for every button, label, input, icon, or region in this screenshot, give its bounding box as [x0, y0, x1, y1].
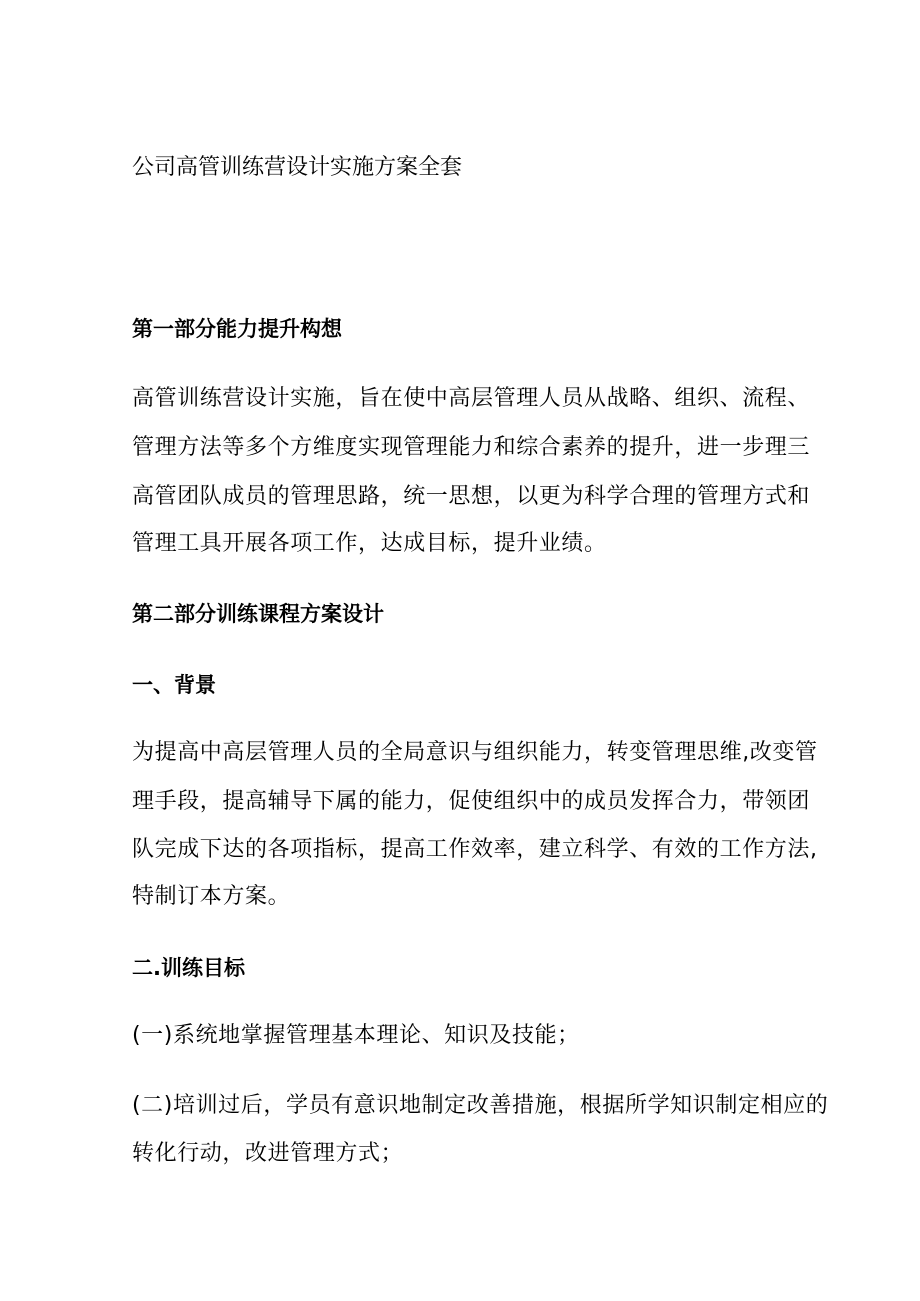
section2-heading: 二.训练目标 [132, 956, 245, 980]
part1-paragraph-line: 高管团队成员的管理思路，统一思想，以更为科学合理的管理方式和 [132, 484, 811, 509]
section1-paragraph-line: 队完成下达的各项指标，提高工作效率，建立科学、有效的工作方法, [132, 837, 818, 862]
section1-paragraph-line: 理手段，提高辅导下属的能力，促使组织中的成员发挥合力，带领团 [132, 789, 811, 814]
section1-paragraph-line: 特制订本方案。 [132, 884, 291, 909]
goal-item-2-line: 转化行动，改进管理方式； [132, 1141, 404, 1166]
goal-item-2-line: (二)培训过后，学员有意识地制定改善措施，根据所学知识制定相应的 [132, 1093, 829, 1118]
part1-paragraph-line: 高管训练营设计实施，旨在使中高层管理人员从战略、组织、流程、 [132, 386, 811, 411]
section1-paragraph-line: 为提高中高层管理人员的全局意识与组织能力，转变管理思维,改变管 [132, 740, 818, 765]
part2-heading: 第二部分训练课程方案设计 [132, 602, 384, 626]
part1-heading: 第一部分能力提升构想 [132, 317, 342, 341]
part1-paragraph-line: 管理工具开展各项工作，达成目标，提升业绩。 [132, 531, 607, 556]
part1-paragraph-line: 管理方法等多个方维度实现管理能力和综合素养的提升，进一步理三 [132, 435, 811, 460]
section1-heading: 一、背景 [132, 673, 216, 697]
goal-item-1: (一)系统地掌握管理基本理论、知识及技能； [132, 1023, 580, 1048]
document-title: 公司高管训练营设计实施方案全套 [132, 155, 463, 180]
